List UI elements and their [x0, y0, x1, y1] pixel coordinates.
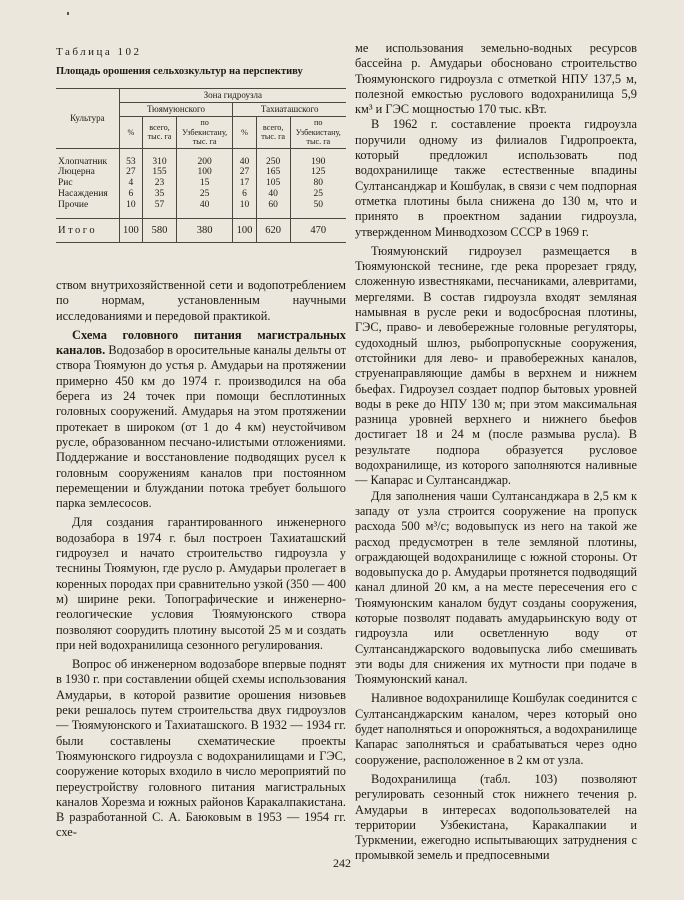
cell: 310: [143, 148, 177, 167]
paragraph: Вопрос об инженерном водозаборе впервые поднят в 1930 г. при составлении общей схемы использования Амударьи, в которой развитие орошения низовьев реки решалось путем строительства двух гидроузлов — Тюямуюнского и Тахиаташского. В 1932 — 1934 гг. были составлены схематические проекты Тюямуюнского гидроузла с водохранилищами и ГЭС, сооружение которых входило в число мероприятий по переустройству головного питания магистральных каналов Хорезма и южных районов Каракалпакистана. В разработанной С. А. Баюковым в 1953 — 1954 гг. схе-: [56, 657, 346, 840]
table-row: [56, 148, 346, 167]
left-column-text: [56, 278, 346, 841]
cell: 15: [176, 178, 232, 189]
table-row: [56, 178, 346, 189]
cell: 380: [176, 219, 232, 243]
table-row: [56, 167, 346, 178]
header-total-1: всего, тыс. га: [143, 117, 177, 149]
header-group-tuyamuyun: Тюямуюнского: [119, 103, 233, 117]
crop-area-table: [56, 88, 346, 243]
header-pct-2: %: [233, 117, 256, 149]
cell: 40: [176, 200, 232, 219]
cell: 40: [256, 189, 290, 200]
cell: 60: [256, 200, 290, 219]
cell: 80: [290, 178, 346, 189]
cell: 6: [119, 189, 142, 200]
header-total-2: всего, тыс. га: [256, 117, 290, 149]
row-name: Рис: [56, 178, 119, 189]
cell: 165: [256, 167, 290, 178]
table-row: [56, 189, 346, 200]
row-name: Хлопчатник: [56, 148, 119, 167]
cell: 200: [176, 148, 232, 167]
cell: 25: [290, 189, 346, 200]
paragraph: Для заполнения чаши Султансанджара в 2,5 км к западу от узла строится сооружение на пропуск расхода 500 м³/с; водовыпуск из него на такой же расход предусмотрен в теле земляной плотины, ограждающей водохранилище с южной стороны. От водовыпуска до р. Амударьи протянется подводящий канал длиной 20 км, а на месте пересечения его с Тюямуюнским каналом будут созданы сооружения, которые позволят подавать амударьинскую воду от гидроузла или осветленную воду от Султансанджарского водовыпуска либо смешивать эти воды для снижения их мутности при подаче в Тюямуюнский канал.: [355, 488, 637, 687]
cell: 27: [233, 167, 256, 178]
paragraph: ме использования земельно-водных ресурсов бассейна р. Амударьи обосновано строительство Тюямуюнского гидроузла с отметкой НПУ 137,5 м, полезной емкостью руслового водохранилища 5,9 км³ и ГЭС мощностью 170 тыс. кВт.: [355, 41, 637, 117]
table-total-row: [56, 219, 346, 243]
paragraph: ством внутрихозяйственной сети и водопотреблением по нормам, установленным научными исследованиями и передовой практикой.: [56, 278, 346, 323]
paragraph: Тюямуюнский гидроузел размещается в Тюямуюнской теснине, где река прорезает гряду, сложенную известняками, песчаниками, алевритами, мергелями. В состав гидроузла входят земляная намывная в русле реки и водосбросная плотины, ГЭС, право- и левобережные головные регуляторы, судоходный шлюз, рыбопропускные сооружения, отстойники для лево- и правобережных каналов, струенаправляющие дамбы в верхнем и нижнем бьефах. Гидроузел создает подпор бытовых уровней воды в реке до НПУ 130 м; при этом максимальная разница уровней верхнего и нижнего бьефов достигает 18 и 24 м (после размыва русла). В результате подпора образуется русловое водохранилище, из которого заполняются наливные — Капарас и Султансанджар.: [355, 243, 637, 488]
cell: 6: [233, 189, 256, 200]
right-column-text: [355, 41, 637, 864]
cell: 40: [233, 148, 256, 167]
total-label: Итого: [56, 219, 119, 243]
cell: 10: [233, 200, 256, 219]
cell: 155: [143, 167, 177, 178]
header-crop: Культура: [56, 89, 119, 149]
page-number: 242: [333, 856, 351, 870]
cell: 53: [119, 148, 142, 167]
paragraph: В 1962 г. составление проекта гидроузла поручили одному из филиалов Гидропроекта, который предложил использовать под водохранилище также естественные впадины Султансанджар и Кошбулак, в связи с чем подпорная отметка плотины была снижена до 130 м, что и принято в проектном задании гидроузла, утвержденном Минводхозом СССР в 1969 г.: [355, 117, 637, 239]
table-row: [56, 200, 346, 219]
cell: 620: [256, 219, 290, 243]
table-caption: Площадь орошения сельхозкультур на перспективу: [56, 66, 303, 77]
cell: 25: [176, 189, 232, 200]
cell: 250: [256, 148, 290, 167]
cell: 100: [176, 167, 232, 178]
cell: 100: [233, 219, 256, 243]
cell: 57: [143, 200, 177, 219]
header-group-takhiatash: Тахиаташского: [233, 103, 346, 117]
cell: 105: [256, 178, 290, 189]
header-zone: Зона гидроузла: [119, 89, 346, 103]
cell: 580: [143, 219, 177, 243]
header-uzb-2: по Узбекистану, тыс. га: [290, 117, 346, 149]
paragraph: Для создания гарантированного инженерного водозабора в 1974 г. был построен Тахиаташский гидроузел и начато строительство гидроузла у теснины Тюямуюн, где русло р. Амударьи пролегает в коренных породах при сравнительно узкой (350 — 400 м) ширине реки. Топографические и инженерно-геологические условия Тюямуюнского створа позволяют соорудить плотину высотой 25 м и создать при ней водохранилища сезонного регулирования.: [56, 515, 346, 652]
row-name: Люцерна: [56, 167, 119, 178]
header-pct-1: %: [119, 117, 142, 149]
print-speck: [67, 12, 69, 15]
cell: 23: [143, 178, 177, 189]
section-heading: Схема головного питания магистральных каналов.: [56, 327, 346, 358]
row-name: Насаждения: [56, 189, 119, 200]
cell: 4: [119, 178, 142, 189]
cell: 125: [290, 167, 346, 178]
paragraph-body: Водозабор в оросительные каналы дельты от створа Тюямуюн до устья р. Амударьи на протяжении примерно 450 км до 1974 г. производился на оба берега из 24 точек при помощи бесплотинных головных сооружений. Амударья на этом протяжении протекает в широком (от 1 до 4 км) неустойчивом русле, образованном песчано-илистыми отложениями. Поддержание и восстановление подводящих русел к головным сооружениям каналов при постоянном перемещении и блуждании потока требует большого парка землесосов.: [56, 343, 347, 511]
cell: 50: [290, 200, 346, 219]
cell: 17: [233, 178, 256, 189]
cell: 100: [119, 219, 142, 243]
cell: 35: [143, 189, 177, 200]
cell: 190: [290, 148, 346, 167]
header-uzb-1: по Узбекистану, тыс. га: [176, 117, 232, 149]
table-label: Таблица 102: [56, 46, 142, 58]
row-name: Прочие: [56, 200, 119, 219]
cell: 27: [119, 167, 142, 178]
paragraph: Водохранилища (табл. 103) позволяют регулировать сезонный сток нижнего течения р. Амударьи в интересах водопользователей на территории Узбекистана, Каракалпакии и Туркмении, ежегодно испытывающих затруднения с промывкой земель и предпосевными: [355, 771, 637, 863]
paragraph: [56, 328, 346, 512]
cell: 470: [290, 219, 346, 243]
paragraph: Наливное водохранилище Кошбулак соединится с Султансанджарским каналом, через который оно будет наполняться и опорожняться, а водохранилище Капарас заполняться и срабатываться через одно сооружение, расположенное в 2 км от узла.: [355, 691, 637, 767]
cell: 10: [119, 200, 142, 219]
